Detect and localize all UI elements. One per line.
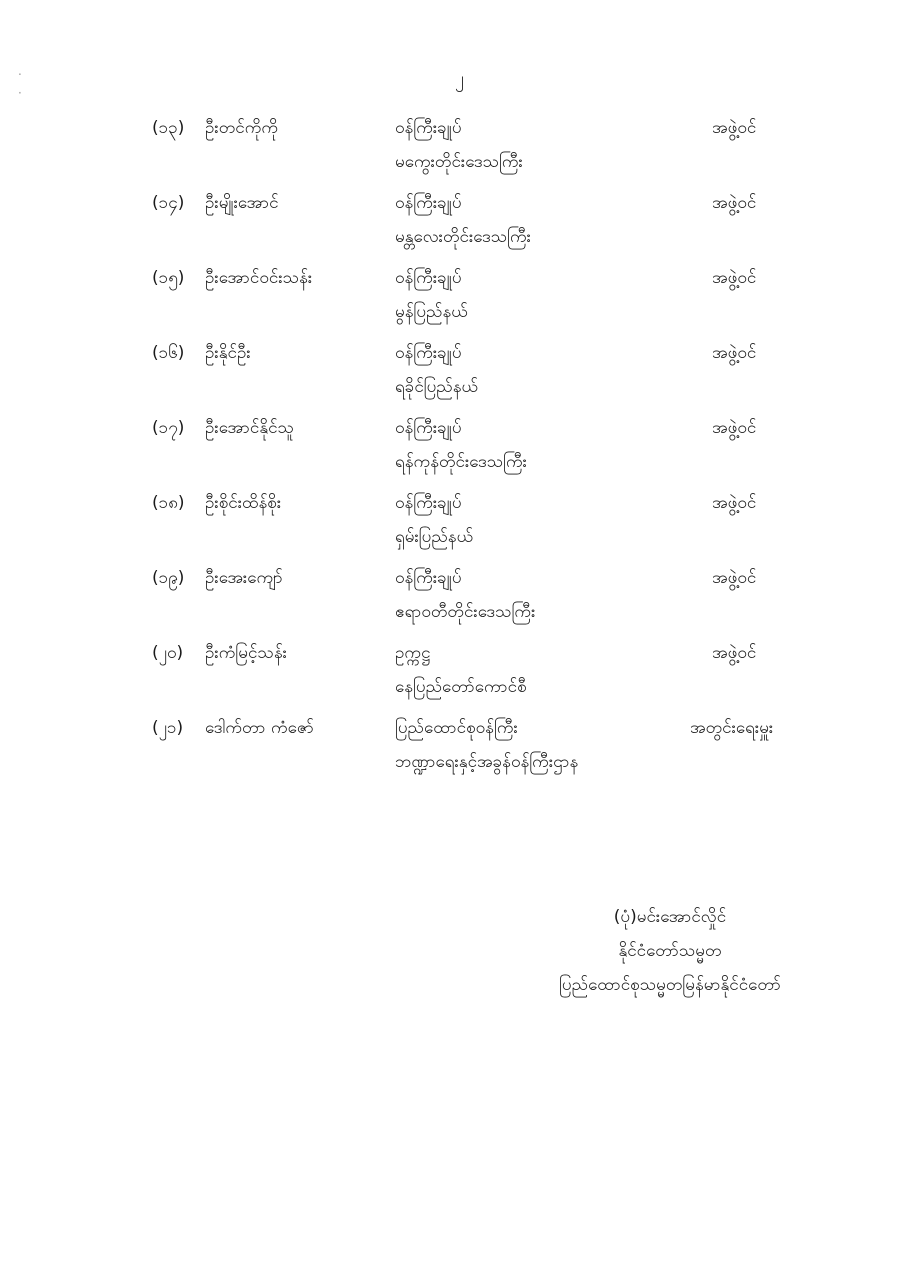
member-row [0,187,904,262]
member-department: မန္တလေးတိုင်းဒေသကြီး [395,227,531,247]
member-row [0,337,904,412]
member-department: မကွေးတိုင်းဒေသကြီး [395,152,523,172]
member-number: (၁၇) [152,418,185,438]
member-number: (၂၁) [152,718,184,738]
member-role: အဖွဲ့ဝင် [712,343,757,363]
member-name: ဦးအောင်ဝင်းသန်း [205,268,313,288]
member-number: (၁၆) [152,343,185,363]
member-name: ဒေါက်တာ ကံဇော် [205,718,314,738]
member-name: ဦးကံမြင့်သန်း [205,643,287,663]
member-number: (၁၈) [152,493,185,513]
member-position: ပြည်ထောင်စုဝန်ကြီး [395,718,518,738]
member-name: ဦးမျိုးအောင် [205,193,279,213]
member-number: (၁၃) [152,118,185,138]
member-number: (၁၄) [152,193,185,213]
member-role: အဖွဲ့ဝင် [712,118,757,138]
signatory-name: (ပုံ)မင်းအောင်လှိုင် [613,907,727,927]
member-position: ဝန်ကြီးချုပ် [395,343,462,363]
member-role: အဖွဲ့ဝင် [712,193,757,213]
member-role: အဖွဲ့ဝင် [712,418,757,438]
signatory-country: ပြည်ထောင်စုသမ္မတမြန်မာနိုင်ငံတော် [559,975,781,995]
member-department: နေပြည်တော်ကောင်စီ [395,677,527,697]
member-department: ဧရာဝတီတိုင်းဒေသကြီး [395,602,536,622]
member-department: ရှမ်းပြည်နယ် [395,527,474,547]
member-position: ဝန်ကြီးချုပ် [395,118,462,138]
page-number: ၂ [455,68,464,89]
signatory-title: နိုင်ငံတော်သမ္မတ [618,941,722,961]
member-row [0,562,904,637]
member-name: ဦးအေးကျော် [205,568,283,588]
member-row [0,487,904,562]
member-row [0,637,904,712]
member-name: ဦးနိုင်ဦး [205,343,251,363]
member-list [0,112,904,787]
member-department: ရခိုင်ပြည်နယ် [395,377,479,397]
signature-block [480,900,860,1002]
member-department: ရန်ကုန်တိုင်းဒေသကြီး [395,452,527,472]
member-number: (၁၅) [152,268,185,288]
margin-mark: . [18,64,22,78]
member-role: အဖွဲ့ဝင် [712,568,757,588]
member-number: (၂၀) [152,643,184,663]
member-row [0,112,904,187]
member-role: အတွင်းရေးမှူး [690,718,774,738]
member-role: အဖွဲ့ဝင် [712,643,757,663]
member-position: ဝန်ကြီးချုပ် [395,193,462,213]
member-position: ဝန်ကြီးချုပ် [395,568,462,588]
member-position: ဥက္ကဋ္ဌ [395,643,431,663]
member-row [0,712,904,787]
member-department: မွန်ပြည်နယ် [395,302,468,322]
member-row [0,412,904,487]
member-name: ဦးအောင်နိုင်သူ [205,418,294,438]
member-number: (၁၉) [152,568,185,588]
margin-mark: · [18,86,22,100]
member-name: ဦးတင်ကိုကို [205,118,278,138]
member-position: ဝန်ကြီးချုပ် [395,493,462,513]
member-role: အဖွဲ့ဝင် [712,268,757,288]
member-role: အဖွဲ့ဝင် [712,493,757,513]
member-position: ဝန်ကြီးချုပ် [395,418,462,438]
margin-marks [18,60,38,110]
member-department: ဘဏ္ဍာရေးနှင့်အခွန်ဝန်ကြီးဌာန [395,752,579,772]
member-position: ဝန်ကြီးချုပ် [395,268,462,288]
member-name: ဦးစိုင်းထိန်စိုး [205,493,282,513]
member-row [0,262,904,337]
